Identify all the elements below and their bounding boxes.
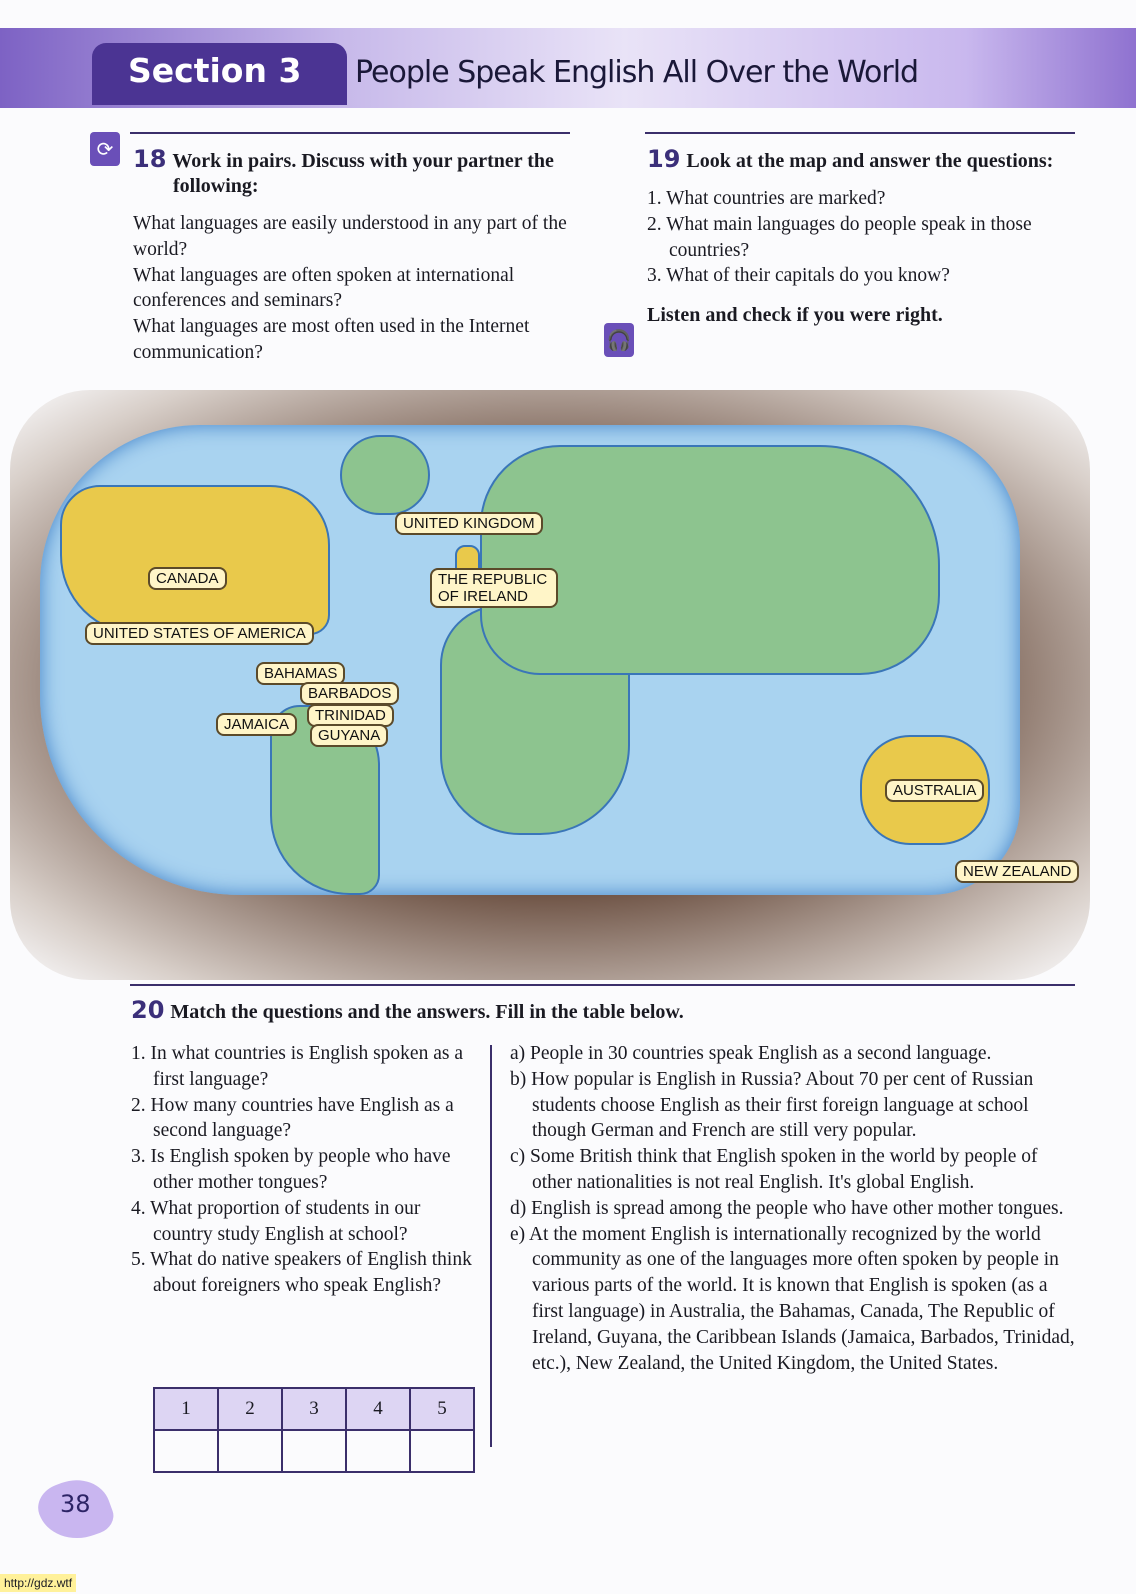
question: 1. In what countries is English spoken as a first language? bbox=[131, 1043, 463, 1090]
exercise-number: 18 bbox=[133, 145, 167, 173]
map-label: JAMAICA bbox=[216, 713, 297, 736]
page-number: 38 bbox=[60, 1490, 91, 1518]
answer-cell[interactable] bbox=[410, 1430, 474, 1472]
table-header: 1 bbox=[154, 1388, 218, 1430]
map-label: UNITED STATES OF AMERICA bbox=[85, 622, 314, 645]
map-label: BARBADOS bbox=[300, 682, 399, 705]
table-header: 3 bbox=[282, 1388, 346, 1430]
divider bbox=[130, 984, 1075, 986]
map-label: THE REPUBLIC OF IRELAND bbox=[430, 568, 558, 608]
map-label: NEW ZEALAND bbox=[955, 860, 1079, 883]
answer: b) How popular is English in Russia? About 70 per cent of Russian students choose English as their first foreign language at school though German and French are still very popular. bbox=[510, 1068, 1034, 1142]
answer-table bbox=[153, 1387, 475, 1473]
map-label: BAHAMAS bbox=[256, 662, 345, 685]
exercise-number: 19 bbox=[647, 145, 681, 173]
question: 3. Is English spoken by people who have other mother tongues? bbox=[131, 1146, 451, 1193]
answer-cell[interactable] bbox=[282, 1430, 346, 1472]
question: 2. What main languages do people speak in those countries? bbox=[647, 213, 1032, 261]
divider bbox=[130, 132, 570, 134]
listen-instruction: Listen and check if you were right. bbox=[647, 304, 943, 327]
map-label: TRINIDAD bbox=[307, 704, 394, 727]
exercise-18 bbox=[133, 145, 573, 366]
table-header: 2 bbox=[218, 1388, 282, 1430]
question: 4. What proportion of students in our country study English at school? bbox=[131, 1197, 421, 1245]
question-list bbox=[131, 1041, 483, 1299]
answer: c) Some British think that English spoken in the world by people of other nationalities is not real English. It's global English. bbox=[510, 1146, 1038, 1193]
answer-cell[interactable] bbox=[154, 1430, 218, 1472]
page-title: People Speak English All Over the World bbox=[355, 55, 919, 90]
instruction: Look at the map and answer the questions: bbox=[686, 150, 1054, 172]
answer: e) At the moment English is internationally recognized by the world community as one of the languages more often spoken by people in various parts of the world. It is known that English is spoken (as a first language) in Australia, the Bahamas, Canada, The Republic of Ireland, Guyana, the Caribbean Islands (Jamaica, Barbados, Trinidad, etc.), New Zealand, the United Kingdom, the United States. bbox=[510, 1223, 1075, 1374]
question: 1. What countries are marked? bbox=[647, 188, 886, 209]
question: 2. How many countries have English as a second language? bbox=[131, 1094, 454, 1142]
exercise-number: 20 bbox=[131, 996, 165, 1024]
answer: a) People in 30 countries speak English as a second language. bbox=[510, 1043, 992, 1064]
world-map bbox=[40, 425, 1020, 895]
north-america bbox=[60, 485, 330, 635]
answer-list bbox=[510, 1041, 1080, 1376]
answer-cell[interactable] bbox=[218, 1430, 282, 1472]
question: What languages are easily understood in any part of the world? bbox=[133, 213, 567, 260]
greenland bbox=[340, 435, 430, 515]
headphones-icon: 🎧 bbox=[604, 323, 634, 357]
eurasia bbox=[480, 445, 940, 675]
instruction: Work in pairs. Discuss with your partner the following: bbox=[172, 150, 554, 197]
question: What languages are most often used in the Internet communication? bbox=[133, 316, 530, 363]
map-label: CANADA bbox=[148, 567, 227, 590]
question: 5. What do native speakers of English think about foreigners who speak English? bbox=[131, 1249, 472, 1297]
exercise-19 bbox=[647, 145, 1077, 328]
watermark-link[interactable]: http://gdz.wtf bbox=[0, 1574, 76, 1592]
table-header: 5 bbox=[410, 1388, 474, 1430]
pair-work-icon: ⟳ bbox=[90, 132, 120, 166]
column-divider bbox=[490, 1045, 492, 1447]
question: What languages are often spoken at international conferences and seminars? bbox=[133, 264, 515, 312]
answer-cell[interactable] bbox=[346, 1430, 410, 1472]
answer: d) English is spread among the people who have other mother tongues. bbox=[510, 1197, 1064, 1219]
table-header: 4 bbox=[346, 1388, 410, 1430]
map-label: AUSTRALIA bbox=[885, 779, 984, 802]
map-label: UNITED KINGDOM bbox=[395, 512, 543, 535]
map-label: GUYANA bbox=[310, 724, 388, 747]
section-label: Section 3 bbox=[92, 43, 347, 105]
exercise-20-header bbox=[131, 996, 684, 1025]
question: 3. What of their capitals do you know? bbox=[647, 265, 950, 287]
instruction: Match the questions and the answers. Fill in the table below. bbox=[170, 1001, 684, 1023]
divider bbox=[645, 132, 1075, 134]
